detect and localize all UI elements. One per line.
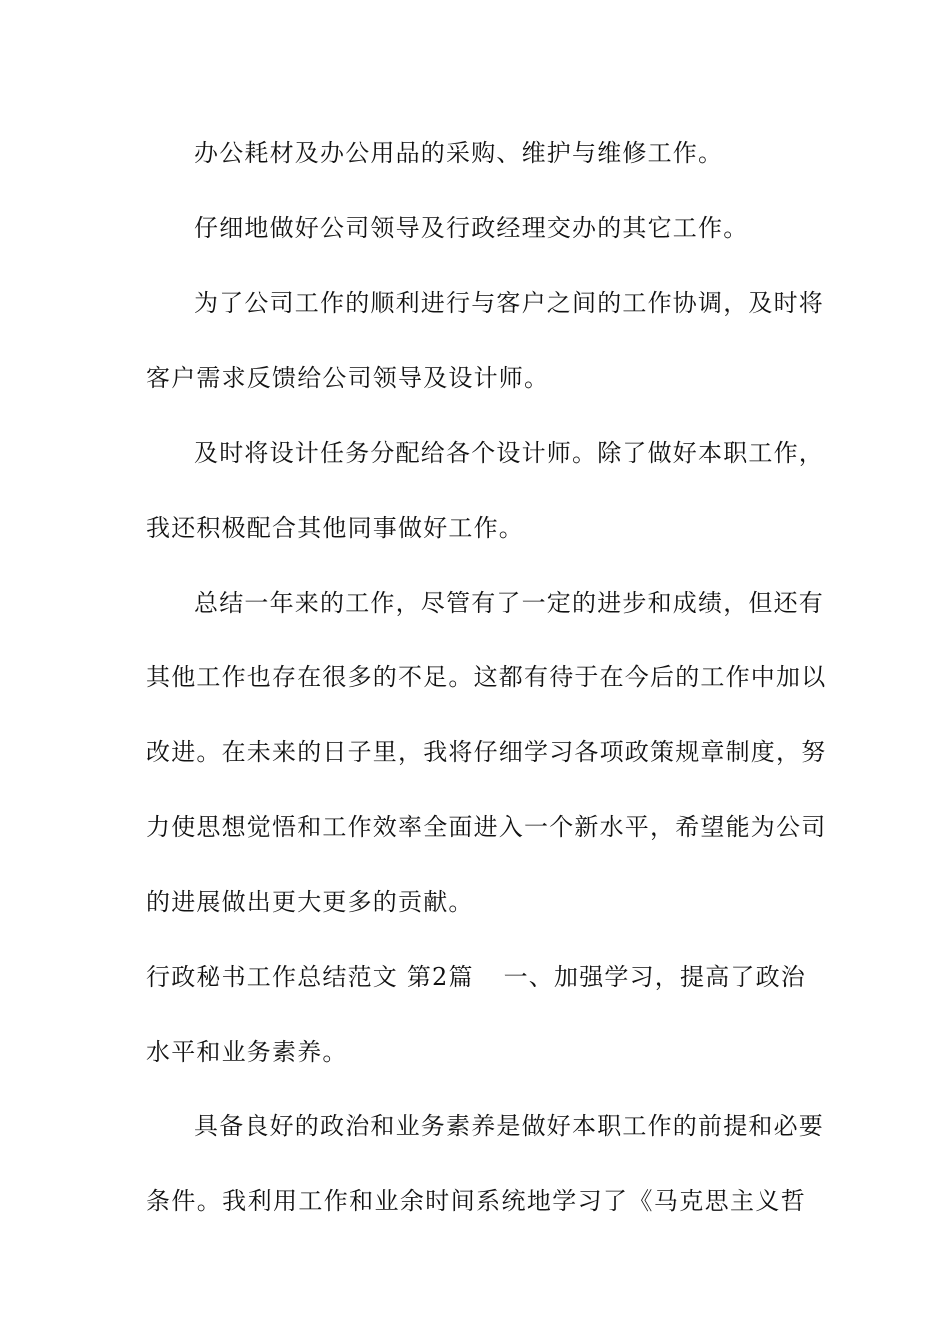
paragraph-line: 及时将设计任务分配给各个设计师。除了做好本职工作，: [194, 439, 824, 467]
paragraph-line: 为了公司工作的顺利进行与客户之间的工作协调，及时将: [194, 289, 824, 317]
paragraph-line: 办公耗材及办公用品的采购、维护与维修工作。: [194, 139, 724, 167]
section-title: 行政秘书工作总结范文 第2篇: [146, 963, 474, 991]
section-first-item: 一、加强学习，提高了政治: [503, 963, 806, 991]
paragraph-line: 具备良好的政治和业务素养是做好本职工作的前提和必要: [194, 1112, 824, 1140]
paragraph-line: 总结一年来的工作，尽管有了一定的进步和成绩，但还有: [194, 589, 824, 617]
section-heading-line: [146, 962, 806, 992]
paragraph-line: 的进展做出更大更多的贡献。: [146, 888, 474, 916]
paragraph-line: 水平和业务素养。: [146, 1038, 348, 1066]
paragraph-line: 其他工作也存在很多的不足。这都有待于在今后的工作中加以: [146, 663, 827, 691]
paragraph-line: 条件。我利用工作和业余时间系统地学习了《马克思主义哲: [146, 1187, 806, 1215]
paragraph-line: 客户需求反馈给公司领导及设计师。: [146, 364, 550, 392]
paragraph-line: 力使思想觉悟和工作效率全面进入一个新水平，希望能为公司: [146, 813, 827, 841]
paragraph-line: 改进。在未来的日子里，我将仔细学习各项政策规章制度，努: [146, 738, 827, 766]
paragraph-line: 仔细地做好公司领导及行政经理交办的其它工作。: [194, 214, 749, 242]
paragraph-line: 我还积极配合其他同事做好工作。: [146, 514, 524, 542]
